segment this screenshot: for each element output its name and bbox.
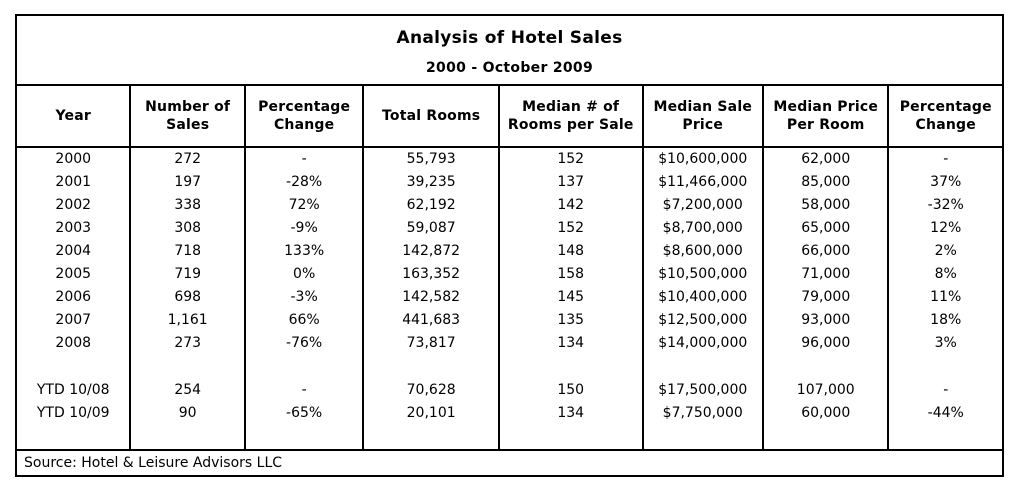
table-cell: -44% — [888, 401, 1002, 424]
table-cell: 2000 — [17, 147, 130, 170]
table-cell: 150 — [499, 378, 643, 401]
table-cell: 152 — [499, 216, 643, 239]
title-block — [17, 16, 1002, 84]
table-row — [17, 262, 1002, 285]
table-body — [17, 147, 1002, 449]
table-cell: - — [245, 147, 363, 170]
table-cell: 698 — [130, 285, 244, 308]
table-cell: $10,400,000 — [643, 285, 763, 308]
table-cell: $7,200,000 — [643, 193, 763, 216]
table-cell: 3% — [888, 331, 1002, 354]
table-cell: 37% — [888, 170, 1002, 193]
table-cell: 137 — [499, 170, 643, 193]
table-cell — [888, 424, 1002, 449]
table-cell: 65,000 — [763, 216, 889, 239]
table-cell — [363, 424, 499, 449]
table-cell: 148 — [499, 239, 643, 262]
table-cell: 18% — [888, 308, 1002, 331]
table-cell: 134 — [499, 331, 643, 354]
table-row — [17, 193, 1002, 216]
table-cell: 338 — [130, 193, 244, 216]
table-cell — [363, 354, 499, 378]
table-cell: 79,000 — [763, 285, 889, 308]
table-cell: 2001 — [17, 170, 130, 193]
table-cell — [643, 424, 763, 449]
table-cell: $11,466,000 — [643, 170, 763, 193]
table-cell: 58,000 — [763, 193, 889, 216]
table-cell: 59,087 — [363, 216, 499, 239]
table-cell: 70,628 — [363, 378, 499, 401]
table-cell — [17, 354, 130, 378]
table-row — [17, 170, 1002, 193]
table-cell — [499, 354, 643, 378]
header-median-sale-price: Median Sale Price — [643, 85, 763, 147]
table-cell: 142,582 — [363, 285, 499, 308]
table-cell: 39,235 — [363, 170, 499, 193]
table-cell: - — [888, 378, 1002, 401]
table-cell — [130, 354, 244, 378]
table-cell: 85,000 — [763, 170, 889, 193]
table-cell: 2008 — [17, 331, 130, 354]
table-cell: 2002 — [17, 193, 130, 216]
table-title: Analysis of Hotel Sales — [396, 28, 623, 48]
table-cell: 73,817 — [363, 331, 499, 354]
table-row-ytd — [17, 401, 1002, 424]
table-cell: 8% — [888, 262, 1002, 285]
table-cell: $14,000,000 — [643, 331, 763, 354]
table-cell: 72% — [245, 193, 363, 216]
table-cell: 2003 — [17, 216, 130, 239]
table-cell: 62,000 — [763, 147, 889, 170]
table-cell: -65% — [245, 401, 363, 424]
table-cell: 93,000 — [763, 308, 889, 331]
table-cell: 66,000 — [763, 239, 889, 262]
table-cell: 12% — [888, 216, 1002, 239]
header-number-of-sales: Number of Sales — [130, 85, 244, 147]
table-cell: 152 — [499, 147, 643, 170]
table-cell: YTD 10/08 — [17, 378, 130, 401]
table-cell: -32% — [888, 193, 1002, 216]
tail-spacer-row — [17, 424, 1002, 449]
table-cell: $10,600,000 — [643, 147, 763, 170]
table-cell: - — [888, 147, 1002, 170]
table-cell: 55,793 — [363, 147, 499, 170]
table-cell: 2007 — [17, 308, 130, 331]
table-cell: 254 — [130, 378, 244, 401]
table-cell: $8,700,000 — [643, 216, 763, 239]
table-cell: 96,000 — [763, 331, 889, 354]
table-cell: 90 — [130, 401, 244, 424]
table-row — [17, 147, 1002, 170]
table-cell — [763, 354, 889, 378]
table-cell: 1,161 — [130, 308, 244, 331]
table-cell: 71,000 — [763, 262, 889, 285]
header-row — [17, 85, 1002, 147]
table-cell: 163,352 — [363, 262, 499, 285]
header-percentage-change: Percentage Change — [245, 85, 363, 147]
table-cell: 2005 — [17, 262, 130, 285]
table-cell: 158 — [499, 262, 643, 285]
table-cell: -28% — [245, 170, 363, 193]
table-cell — [245, 354, 363, 378]
table-cell: 2006 — [17, 285, 130, 308]
table-cell — [763, 424, 889, 449]
table-cell: - — [245, 378, 363, 401]
table-cell: -9% — [245, 216, 363, 239]
table-cell: -3% — [245, 285, 363, 308]
header-year: Year — [17, 85, 130, 147]
header-median-price-per-room: Median Price Per Room — [763, 85, 889, 147]
table-cell: 2004 — [17, 239, 130, 262]
table-cell: 107,000 — [763, 378, 889, 401]
table-row — [17, 239, 1002, 262]
table-subtitle: 2000 - October 2009 — [426, 60, 593, 76]
table-cell: 718 — [130, 239, 244, 262]
table-cell — [499, 424, 643, 449]
table-cell — [130, 424, 244, 449]
table-cell — [888, 354, 1002, 378]
table-cell: 719 — [130, 262, 244, 285]
hotel-sales-table — [15, 14, 1004, 477]
header-total-rooms: Total Rooms — [363, 85, 499, 147]
table-cell — [643, 354, 763, 378]
table-cell: -76% — [245, 331, 363, 354]
table-cell: YTD 10/09 — [17, 401, 130, 424]
data-table — [17, 84, 1002, 449]
table-cell: $10,500,000 — [643, 262, 763, 285]
table-cell: 273 — [130, 331, 244, 354]
table-cell: 308 — [130, 216, 244, 239]
table-cell — [245, 424, 363, 449]
table-cell: 11% — [888, 285, 1002, 308]
table-cell: 2% — [888, 239, 1002, 262]
table-cell: 0% — [245, 262, 363, 285]
table-row — [17, 308, 1002, 331]
table-row — [17, 285, 1002, 308]
table-row-ytd — [17, 378, 1002, 401]
table-cell: $7,750,000 — [643, 401, 763, 424]
spacer-row — [17, 354, 1002, 378]
table-row — [17, 331, 1002, 354]
table-cell: $17,500,000 — [643, 378, 763, 401]
table-cell: 20,101 — [363, 401, 499, 424]
table-cell: 145 — [499, 285, 643, 308]
table-row — [17, 216, 1002, 239]
table-cell: 142,872 — [363, 239, 499, 262]
source-note: Source: Hotel & Leisure Advisors LLC — [17, 449, 1002, 475]
table-cell: 142 — [499, 193, 643, 216]
table-cell: 135 — [499, 308, 643, 331]
table-cell: 272 — [130, 147, 244, 170]
table-cell — [17, 424, 130, 449]
table-cell: 60,000 — [763, 401, 889, 424]
table-cell: 66% — [245, 308, 363, 331]
table-cell: 441,683 — [363, 308, 499, 331]
table-cell: 62,192 — [363, 193, 499, 216]
table-cell: 133% — [245, 239, 363, 262]
table-cell: 197 — [130, 170, 244, 193]
header-median-rooms-per-sale: Median # of Rooms per Sale — [499, 85, 643, 147]
header-percentage-change-2: Percentage Change — [888, 85, 1002, 147]
table-cell: $8,600,000 — [643, 239, 763, 262]
table-cell: $12,500,000 — [643, 308, 763, 331]
table-cell: 134 — [499, 401, 643, 424]
